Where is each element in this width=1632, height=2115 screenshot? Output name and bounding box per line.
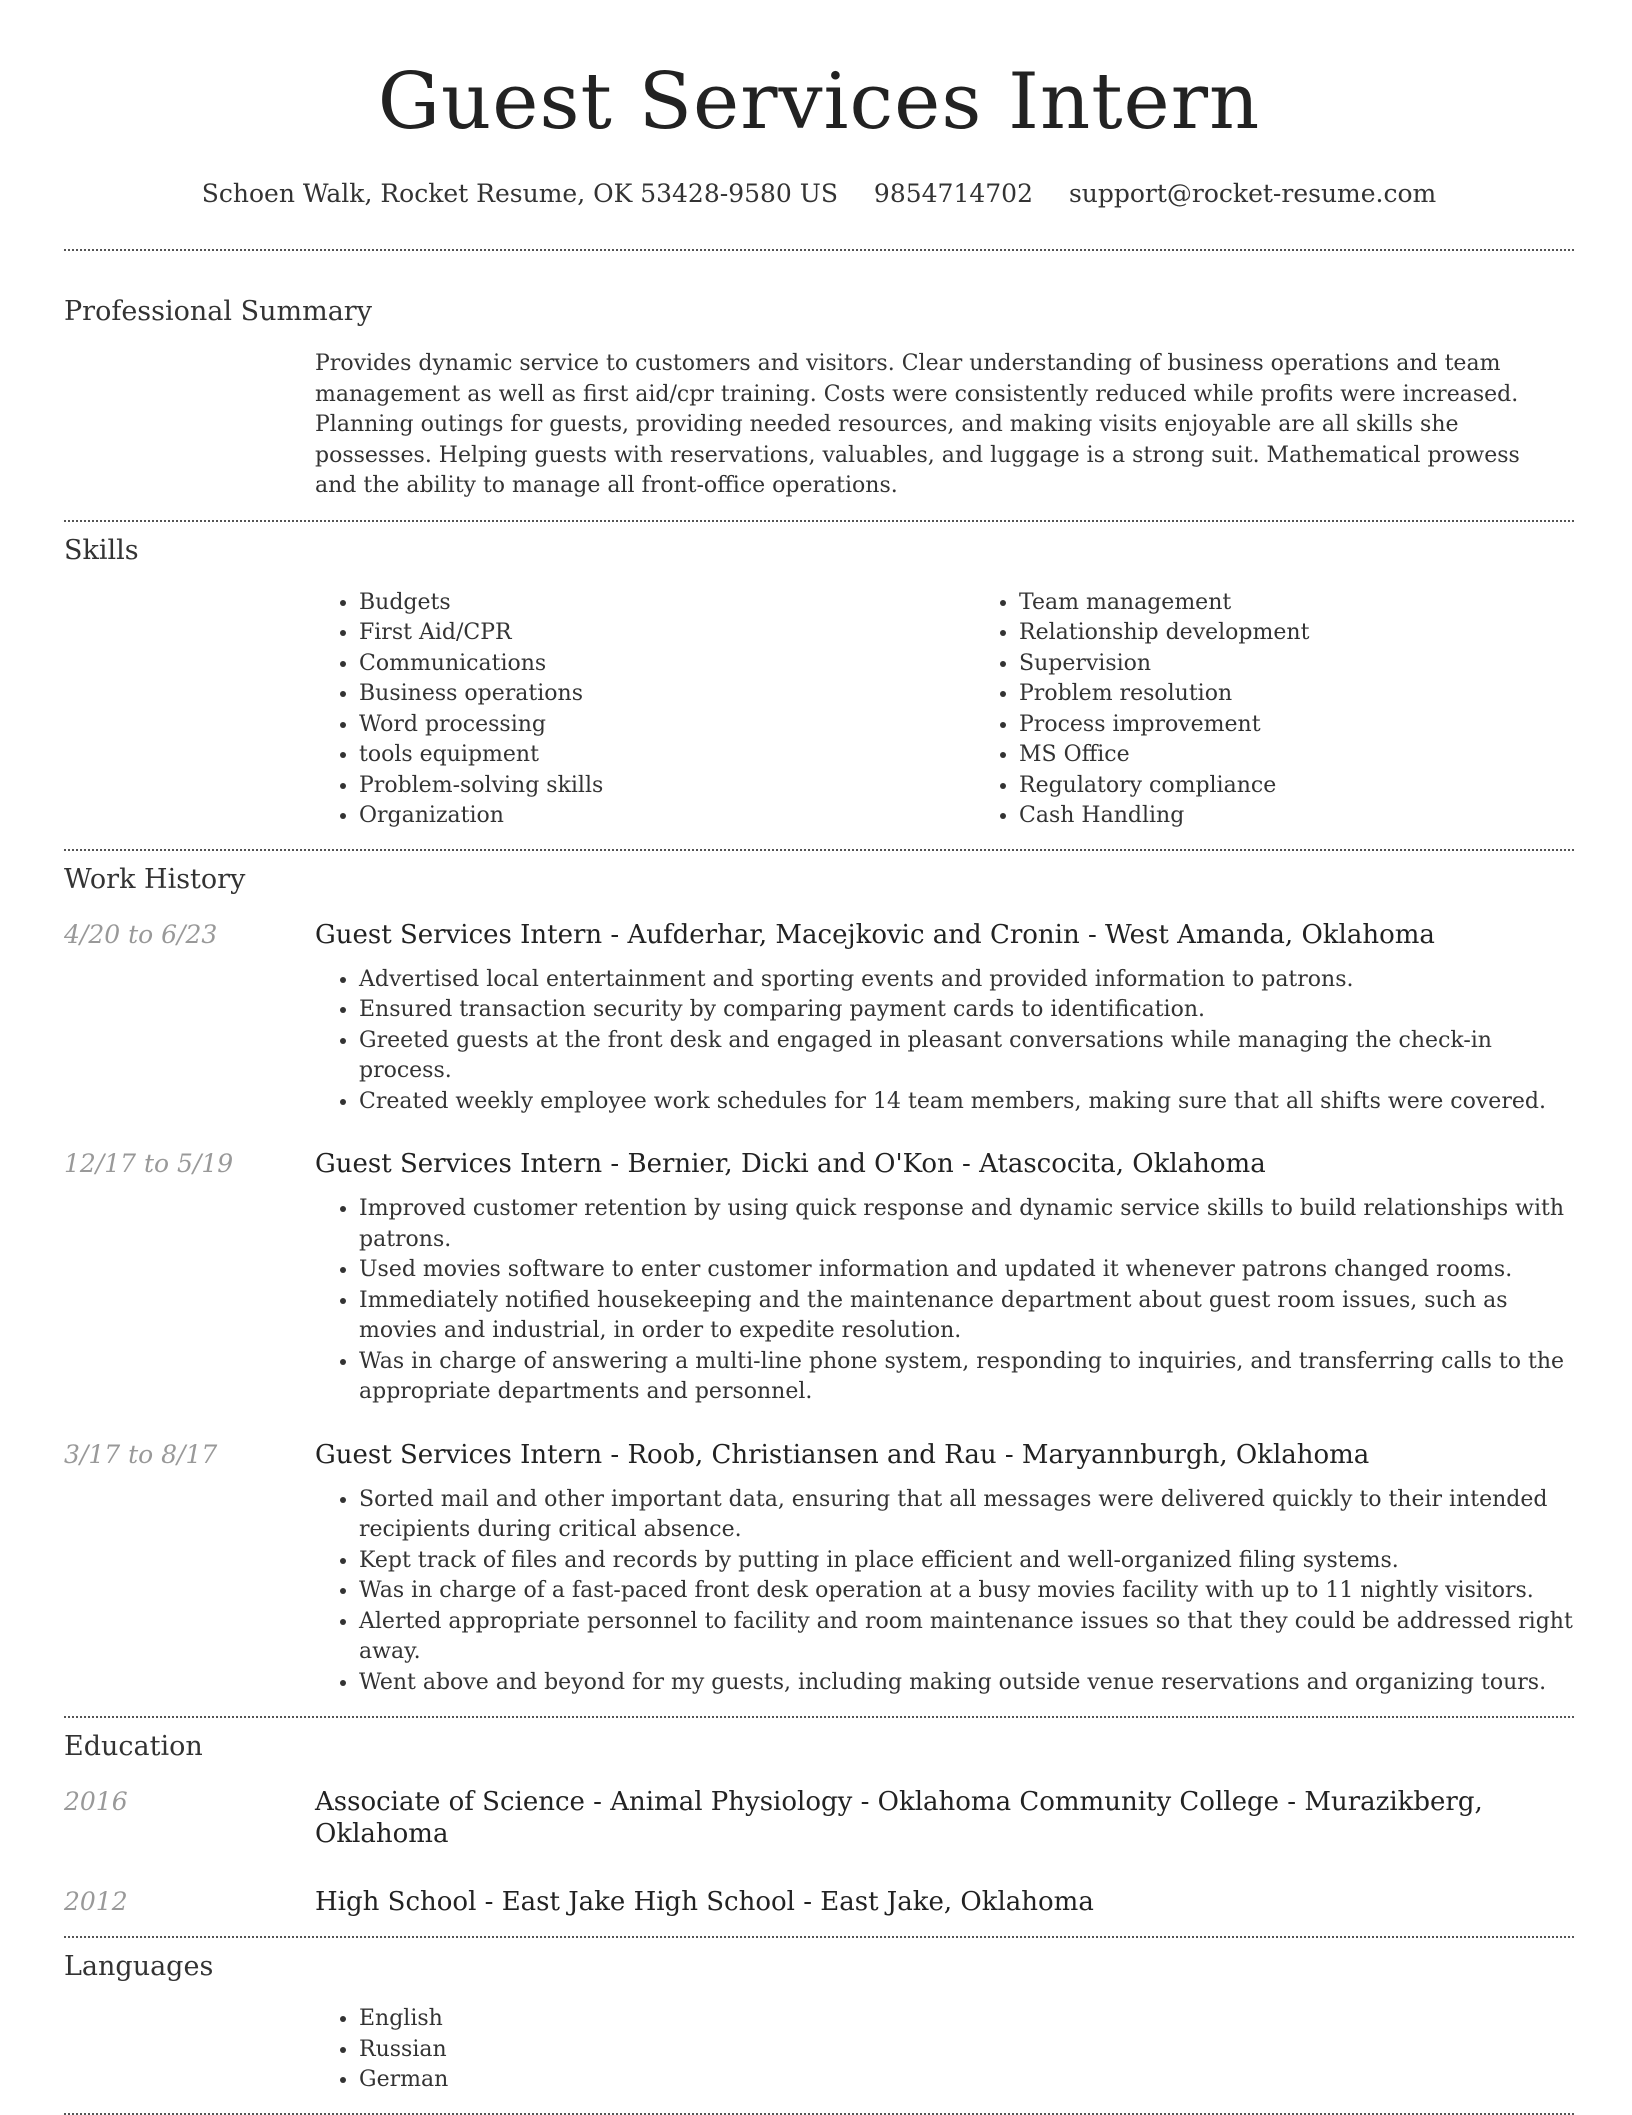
education-entry [64, 1886, 1574, 1918]
contact-line [64, 178, 1574, 210]
job-bullet: • Improved customer retention by using quick response and dynamic service skills to build relationships with patrons. [359, 1194, 1574, 1255]
job-bullet: • Immediately notified housekeeping and the maintenance department about guest room issues, such as movies and industrial, in order to expedite resolution. [359, 1286, 1574, 1347]
education-heading: Education [64, 1731, 203, 1762]
candidate-name: Guest Services Intern [377, 57, 1261, 147]
education-entry [64, 1786, 1574, 1850]
job-bullets [315, 965, 1574, 1118]
summary-section [64, 295, 1574, 502]
job-bullet: • Sorted mail and other important data, ensuring that all messages were delivered quickly to their intended recipients during critical absence. [359, 1485, 1574, 1546]
languages-list [315, 2004, 1574, 2096]
job-bullet: • Advertised local entertainment and sporting events and provided information to patrons. [359, 965, 1574, 996]
languages-section [64, 1950, 1574, 2096]
education-year: 2012 [64, 1887, 128, 1916]
job-dates: 3/17 to 8/17 [64, 1439, 218, 1469]
skills-heading: Skills [64, 534, 139, 566]
skills-section [64, 534, 1574, 832]
skill-item: • Regulatory compliance [1019, 771, 1632, 802]
work-history-section [64, 863, 1574, 1699]
skill-item: • Business operations [359, 679, 975, 710]
job-bullet: • Was in charge of a fast-paced front desk operation at a busy movies facility with up to 11 nightly visitors. [359, 1576, 1574, 1607]
job-title: Guest Services Intern - Aufderhar, Macejkovic and Cronin - West Amanda, Oklahoma [315, 919, 1435, 950]
job-bullet: • Kept track of files and records by putting in place efficient and well-organized filing systems. [359, 1546, 1574, 1577]
education-detail: Associate of Science - Animal Physiology - Oklahoma Community College - Murazikberg, Oklahoma [315, 1787, 1483, 1849]
job-title: Guest Services Intern - Roob, Christiansen and Rau - Maryannburgh, Oklahoma [315, 1439, 1370, 1470]
section-divider [64, 1716, 1574, 1718]
job-bullet: • Alerted appropriate personnel to facility and room maintenance issues so that they could be addressed right away. [359, 1607, 1574, 1668]
language-item: • Russian [359, 2035, 1574, 2066]
job-dates: 4/20 to 6/23 [64, 919, 218, 949]
skill-item: • MS Office [1019, 740, 1632, 771]
job-bullet: • Used movies software to enter customer information and updated it whenever patrons changed rooms. [359, 1255, 1574, 1286]
skill-item: • Team management [1019, 588, 1632, 619]
skill-item: • Problem resolution [1019, 679, 1632, 710]
job-bullets [315, 1194, 1574, 1408]
job-entry [64, 1439, 1574, 1699]
job-dates: 12/17 to 5/19 [64, 1149, 234, 1178]
section-divider [64, 249, 1574, 251]
skill-item: • Problem-solving skills [359, 771, 975, 802]
education-section [64, 1730, 1574, 1918]
contact-email: support@rocket-resume.com [1068, 179, 1437, 208]
skill-item: • Communications [359, 649, 975, 680]
section-divider [64, 2113, 1574, 2115]
skill-item: • Organization [359, 801, 975, 832]
section-divider [64, 1936, 1574, 1938]
job-title: Guest Services Intern - Bernier, Dicki and O'Kon - Atascocita, Oklahoma [315, 1149, 1266, 1179]
skill-item: • tools equipment [359, 740, 975, 771]
languages-heading: Languages [64, 1951, 214, 1982]
skills-list-left [315, 588, 975, 832]
job-entry [64, 919, 1574, 1118]
summary-heading: Professional Summary [64, 296, 372, 327]
education-detail: High School - East Jake High School - East Jake, Oklahoma [315, 1887, 1094, 1917]
education-year: 2016 [64, 1787, 128, 1816]
section-divider [64, 520, 1574, 522]
skill-item: • Supervision [1019, 649, 1632, 680]
language-item: • English [359, 2004, 1574, 2035]
language-item: • German [359, 2065, 1574, 2096]
job-bullet: • Ensured transaction security by comparing payment cards to identification. [359, 995, 1574, 1026]
work-history-heading: Work History [64, 863, 246, 895]
skill-item: • Budgets [359, 588, 975, 619]
section-divider [64, 849, 1574, 851]
job-bullet: • Went above and beyond for my guests, including making outside venue reservations and organizing tours. [359, 1668, 1574, 1699]
summary-text: Provides dynamic service to customers and visitors. Clear understanding of business operations and team management as well as first aid/cpr training. Costs were consistently reduced while profits were increased. Planning outings for guests, providing needed resources, and making visits enjoyable are all skills she possesses. Helping guests with reservations, valuables, and luggage is a strong suit. Mathematical prowess and the ability to manage all front-office operations. [315, 351, 1520, 498]
skill-item: • First Aid/CPR [359, 618, 975, 649]
job-bullet: • Greeted guests at the front desk and engaged in pleasant conversations while managing the check-in process. [359, 1026, 1574, 1087]
resume-page [64, 0, 1574, 2115]
skill-item: • Cash Handling [1019, 801, 1632, 832]
contact-address: Schoen Walk, Rocket Resume, OK 53428-9580 US [201, 179, 838, 208]
skill-item: • Process improvement [1019, 710, 1632, 741]
job-bullet: • Created weekly employee work schedules for 14 team members, making sure that all shifts were covered. [359, 1087, 1574, 1118]
job-entry [64, 1148, 1574, 1408]
job-bullets [315, 1485, 1574, 1699]
skills-list-right [975, 588, 1632, 832]
skill-item: • Relationship development [1019, 618, 1632, 649]
contact-phone: 9854714702 [873, 179, 1033, 208]
skill-item: • Word processing [359, 710, 975, 741]
job-bullet: • Was in charge of answering a multi-line phone system, responding to inquiries, and transferring calls to the appropriate departments and personnel. [359, 1347, 1574, 1408]
